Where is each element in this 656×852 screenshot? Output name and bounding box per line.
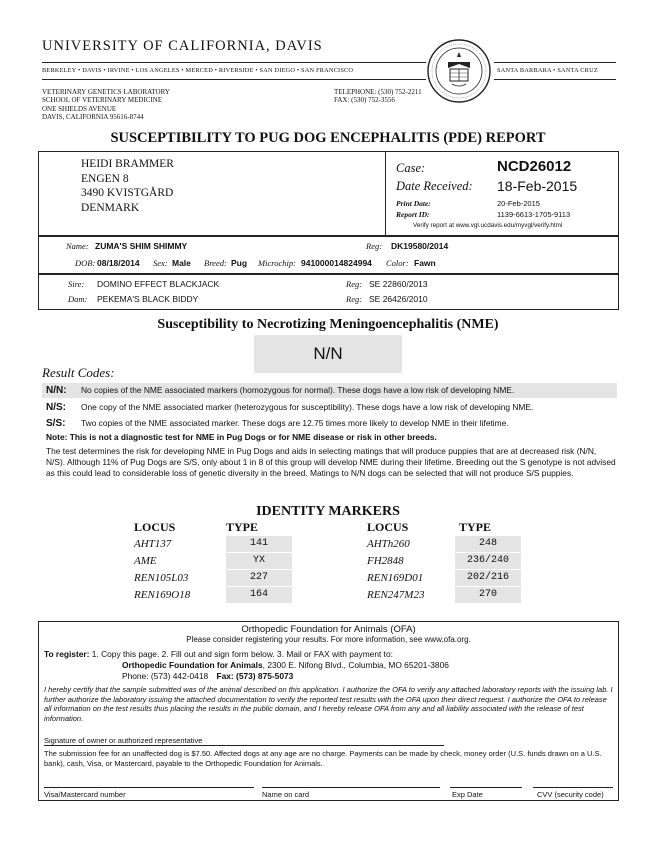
microchip-value: 941000014824994: [301, 258, 372, 268]
locus-type: 248: [455, 536, 521, 552]
lab-line: SCHOOL OF VETERINARY MEDICINE: [42, 96, 163, 105]
ofa-fee-text: The submission fee for an unaffected dog is $7.50. Affected dogs at any age are no charge. Payments can be made by check, money order (U.S. funds drawn on a U.S. bank), cash, Visa, or Mastercard, payable to the Orthopedic Foundation for Animals.: [44, 749, 602, 768]
locus-name: REN169O18: [134, 589, 191, 601]
locus-type: 236/240: [455, 553, 521, 569]
result-codes-title: Result Codes:: [42, 365, 115, 380]
locus-name: AHT137: [134, 538, 172, 550]
ofa-phone: Phone: (573) 442-0418: [122, 671, 209, 682]
card-number-field[interactable]: [44, 787, 254, 788]
locus-name: REN105L03: [134, 572, 189, 584]
dog-name: ZUMA'S SHIM SHIMMY: [95, 241, 188, 251]
header-rule-top: [42, 62, 426, 63]
header-rule-bottom: [42, 79, 426, 80]
register-steps: 1. Copy this page. 2. Fill out and sign form below. 3. Mail or FAX with payment to:: [91, 649, 393, 659]
lab-address: [42, 88, 170, 122]
report-id: 1139-6613-1705-9113: [497, 210, 571, 219]
ofa-certification: I hereby certify that the sample submitted was of the animal described on this application. I authorize the OFA to verify any attached laboratory reports with the issuing lab. I further authorize the laboratory issuing the attached documentation to verify the reported test results with the OFA upon their direct request. I authorize the OFA to release all information on the test results thus placing the results in the public domain, and I hereby release OFA from any and all liability associated with the release of test information.: [44, 685, 613, 723]
locus-name: AME: [134, 555, 157, 567]
result-code-row: [42, 416, 617, 431]
type-header: TYPE: [459, 520, 492, 534]
dam-label: Dam:: [68, 294, 88, 304]
cvv-field[interactable]: [533, 787, 613, 788]
lab-telephone: TELEPHONE: (530) 752-2211: [334, 88, 422, 96]
university-name: UNIVERSITY OF CALIFORNIA, DAVIS: [42, 38, 323, 54]
uc-seal-icon: [426, 38, 492, 104]
breed-label: Breed:: [204, 258, 227, 268]
received-date: 18-Feb-2015: [497, 178, 578, 194]
color-label: Color:: [386, 258, 409, 268]
result-code: N/N:: [46, 385, 67, 396]
campus-list-right: SANTA BARBARA • SANTA CRUZ: [497, 67, 598, 74]
nme-result: N/N: [254, 335, 402, 373]
dam-reg-label: Reg:: [346, 294, 363, 304]
signature-label: Signature of owner or authorized representative: [44, 736, 203, 745]
result-code: S/S:: [46, 418, 66, 429]
received-label: Date Received:: [396, 179, 473, 193]
owner-line: ENGEN 8: [81, 172, 129, 185]
diagnostic-note: Note: This is not a diagnostic test for NME in Pug Dogs or for NME disease or risk in other breeds.: [46, 432, 437, 442]
campus-list: BERKELEY • DAVIS • IRVINE • LOS ANGELES • MERCED • RIVERSIDE • SAN DIEGO • SAN FRANCISCO: [42, 67, 354, 74]
lab-line: ONE SHIELDS AVENUE: [42, 104, 117, 113]
owner-address: [81, 157, 174, 215]
report-title: SUSCEPTIBILITY TO PUG DOG ENCEPHALITIS (PDE) REPORT: [110, 130, 546, 146]
dog-reg: DK19580/2014: [391, 241, 449, 251]
signature-field[interactable]: [44, 745, 444, 746]
identity-markers-title: IDENTITY MARKERS: [256, 504, 400, 519]
type-header: TYPE: [226, 520, 259, 534]
locus-type: 270: [455, 587, 521, 603]
result-code-text: No copies of the NME associated markers (homozygous for normal). These dogs have a low risk of developing NME.: [81, 385, 515, 395]
locus-type: 227: [226, 570, 292, 586]
microchip-label: Microchip:: [258, 258, 296, 268]
print-date: 20-Feb-2015: [497, 199, 540, 208]
locus-type: 202/216: [455, 570, 521, 586]
locus-type: 164: [226, 587, 292, 603]
ofa-org-name: Orthopedic Foundation for Animals: [122, 660, 263, 671]
verify-link[interactable]: Verify report at www.vgl.ucdavis.edu/myvgl/verify.html: [413, 222, 563, 229]
owner-line: HEIDI BRAMMER: [81, 158, 174, 170]
owner-case-divider: [385, 152, 386, 235]
locus-name: REN247M23: [367, 589, 425, 601]
register-label: To register:: [44, 649, 90, 659]
name-on-card-label: Name on card: [262, 790, 310, 799]
report-id-label: Report ID:: [396, 210, 430, 219]
sire-name: DOMINO EFFECT BLACKJACK: [97, 279, 220, 289]
lab-line: VETERINARY GENETICS LABORATORY: [42, 88, 170, 96]
ofa-title: Orthopedic Foundation for Animals (OFA): [241, 624, 416, 635]
result-code-text: Two copies of the NME associated marker. These dogs are 12.75 times more likely to develop NME in their lifetime.: [81, 418, 509, 428]
sire-label: Sire:: [68, 279, 85, 289]
ofa-register-instructions: [44, 649, 449, 683]
sire-reg-label: Reg:: [346, 279, 363, 289]
case-label: Case:: [396, 161, 426, 175]
result-code-row: [42, 383, 617, 398]
result-code-text: One copy of the NME associated marker (heterozygous for susceptibility). These dogs have a low risk of developing NME.: [81, 402, 534, 412]
header-rule-top-right: [494, 62, 616, 63]
ofa-fax: Fax: (573) 875-5073: [216, 671, 294, 682]
result-code-row: [42, 400, 617, 415]
locus-name: REN169D01: [367, 572, 424, 584]
dam-reg: SE 26426/2010: [369, 294, 428, 304]
dog-reg-label: Reg:: [366, 241, 383, 251]
dob-value: 08/18/2014: [97, 258, 140, 268]
sex-label: Sex:: [153, 258, 168, 268]
name-on-card-field[interactable]: [262, 787, 440, 788]
sex-value: Male: [172, 258, 191, 268]
card-number-label: Visa/Mastercard number: [44, 790, 126, 799]
nme-title: Susceptibility to Necrotizing Meningoencephalitis (NME): [157, 317, 499, 332]
owner-line: DENMARK: [81, 201, 140, 214]
result-code: N/S:: [46, 402, 66, 413]
ofa-org-address: , 2300 E. Nifong Blvd., Columbia, MO 65201-3806: [262, 660, 449, 671]
lab-contact: [334, 88, 422, 105]
locus-name: FH2848: [367, 555, 404, 567]
cvv-label: CVV (security code): [537, 790, 604, 799]
locus-type: 141: [226, 536, 292, 552]
locus-type: YX: [226, 553, 292, 569]
owner-line: 3490 KVISTGÅRD: [81, 187, 174, 199]
dob-label: DOB:: [75, 258, 96, 268]
locus-header: LOCUS: [367, 520, 409, 534]
dam-name: PEKEMA'S BLACK BIDDY: [97, 294, 199, 304]
test-disclaimer: The test determines the risk for developing NME in Pug Dogs and aids in selecting matings that will produce puppies that are at decreased risk (N/N, N/S). Although 11% of Pug Dogs are S/S, only about 1 in 8 of this group will develop NME during their lifetime. Breeding out the S genotype is not advised as this could lead to considerable loss of genetic diversity in the breed. Matings to N/N dogs can be selected that will not produce S/S puppies.: [46, 446, 616, 479]
sire-reg: SE 22860/2013: [369, 279, 428, 289]
color-value: Fawn: [414, 258, 436, 268]
exp-date-label: Exp Date: [452, 790, 483, 799]
dog-name-label: Name:: [66, 241, 89, 251]
exp-date-field[interactable]: [450, 787, 522, 788]
lab-fax: FAX: (530) 752-3556: [334, 96, 395, 105]
header-rule-bottom-right: [494, 79, 616, 80]
ofa-subtitle: Please consider registering your results. For more information, see www.ofa.org.: [186, 635, 471, 644]
print-date-label: Print Date:: [396, 199, 431, 208]
case-number: NCD26012: [497, 158, 572, 175]
locus-header: LOCUS: [134, 520, 176, 534]
lab-line: DAVIS, CALIFORNIA 95616-8744: [42, 113, 144, 122]
breed-value: Pug: [231, 258, 248, 268]
locus-name: AHTh260: [367, 538, 410, 550]
